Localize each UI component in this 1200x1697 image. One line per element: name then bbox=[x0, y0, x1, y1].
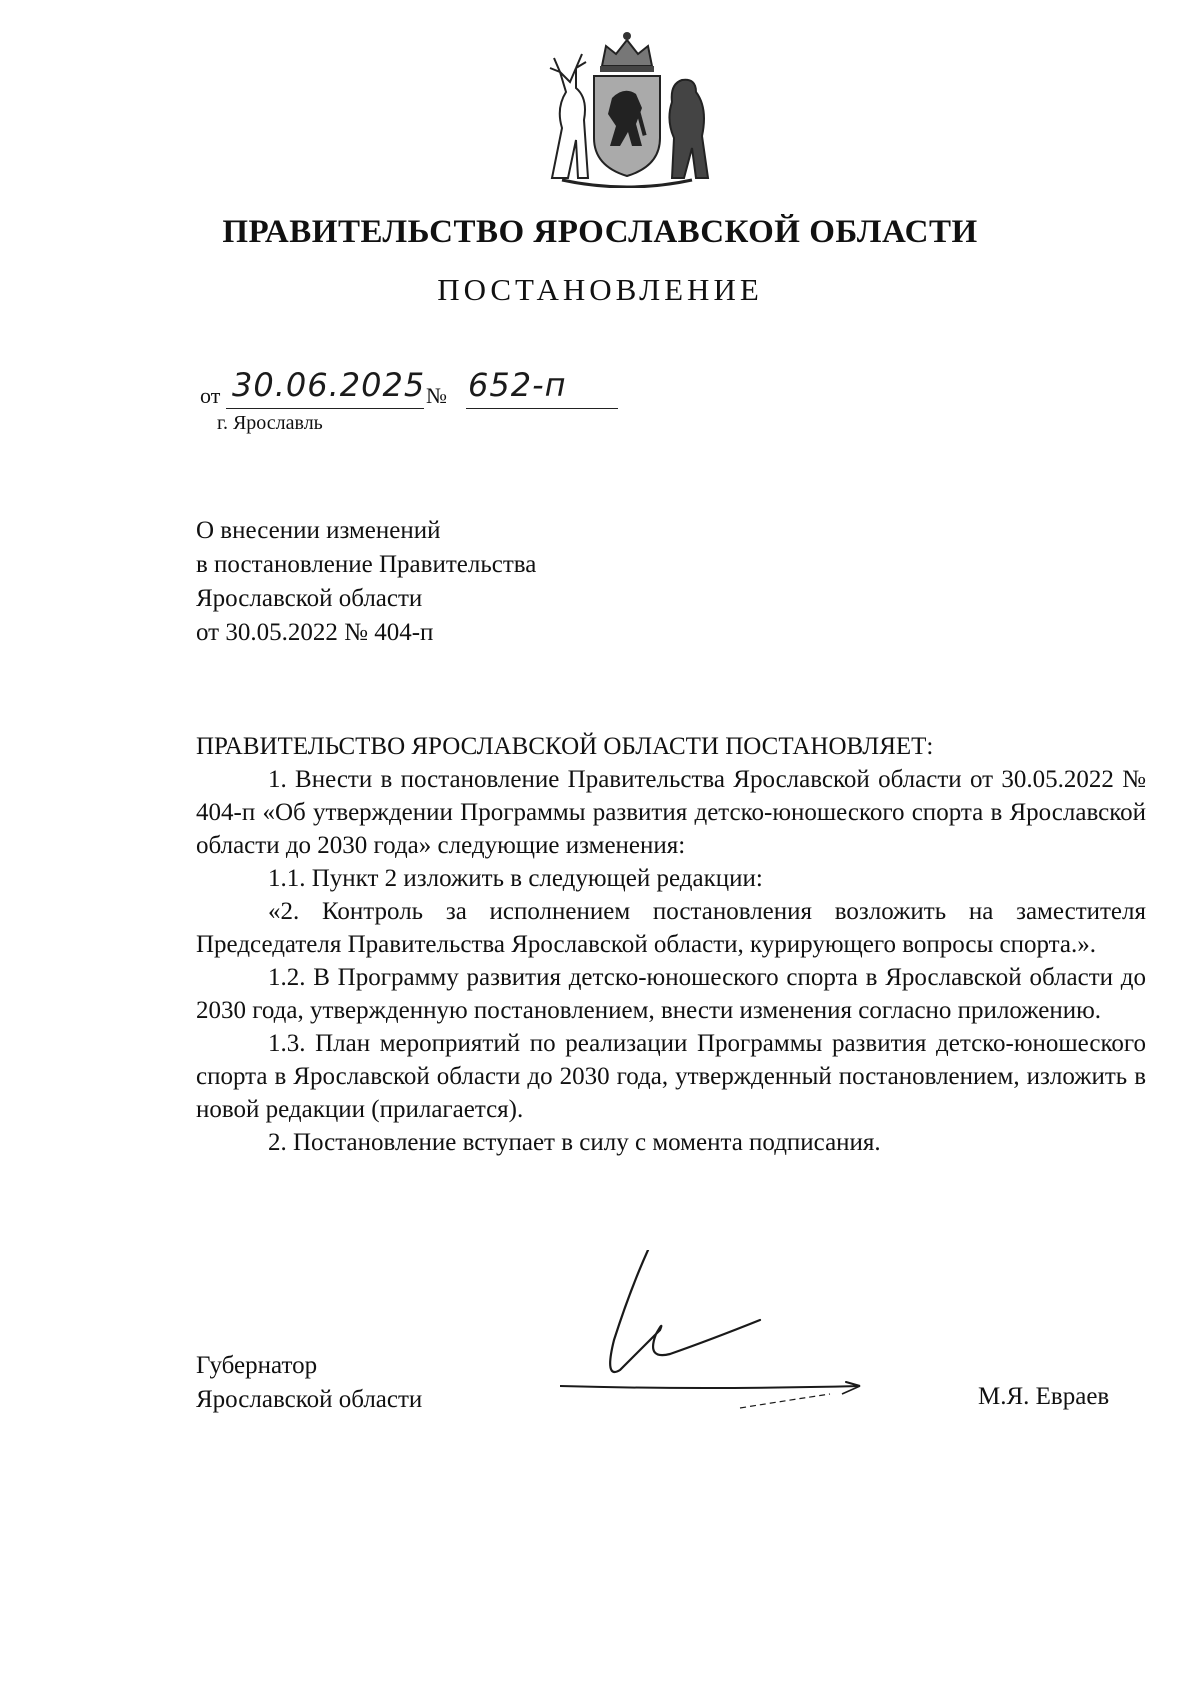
signatory-name: М.Я. Евраев bbox=[978, 1383, 1110, 1410]
position-line: Ярославской области bbox=[196, 1386, 423, 1413]
issue-city: г. Ярославль bbox=[217, 412, 323, 434]
number-underline bbox=[466, 408, 618, 409]
body-paragraph: 1.2. В Программу развития детско-юношеского спорта в Ярославской области до 2030 года, утвержденную постановлением, внести изменения согласно приложению. bbox=[196, 964, 1146, 1024]
number-label: № bbox=[426, 383, 447, 408]
coat-of-arms-icon bbox=[532, 28, 722, 188]
body-paragraph: 2. Постановление вступает в силу с момента подписания. bbox=[268, 1129, 881, 1156]
body-paragraph: 1.1. Пункт 2 изложить в следующей редакции: bbox=[268, 865, 763, 892]
document-type: ПОСТАНОВЛЕНИЕ bbox=[437, 272, 763, 307]
resolution-lead: ПРАВИТЕЛЬСТВО ЯРОСЛАВСКОЙ ОБЛАСТИ ПОСТАНОВЛЯЕТ: bbox=[196, 733, 934, 760]
registration-line bbox=[200, 366, 620, 412]
body-paragraph: 1.3. План мероприятий по реализации Программы развития детско-юношеского спорта в Ярославской области до 2030 года, утвержденный постановлением, изложить в новой редакции (прилагается). bbox=[196, 1030, 1146, 1123]
signatory-position bbox=[196, 1349, 422, 1417]
document-number: 652-п bbox=[468, 366, 567, 404]
body-paragraph: «2. Контроль за исполнением постановления возложить на заместителя Председателя Правительства Ярославской области, курирующего вопросы спорта.». bbox=[196, 898, 1146, 958]
date-underline bbox=[226, 408, 424, 409]
subject-line: О внесении изменений bbox=[196, 517, 441, 544]
subject-line: от 30.05.2022 № 404-п bbox=[196, 619, 434, 646]
subject-line: в постановление Правительства bbox=[196, 551, 537, 578]
organization-title: ПРАВИТЕЛЬСТВО ЯРОСЛАВСКОЙ ОБЛАСТИ bbox=[222, 214, 978, 250]
document-subject bbox=[196, 514, 536, 650]
date-label: от bbox=[200, 383, 221, 408]
document-date: 30.06.2025 bbox=[232, 366, 426, 404]
subject-line: Ярославской области bbox=[196, 585, 423, 612]
body-paragraph: 1. Внести в постановление Правительства Ярославской области от 30.05.2022 № 404-п «Об утверждении Программы развития детско-юношеского спорта в Ярославской области до 2030 года» следующие изменения: bbox=[196, 766, 1146, 859]
position-line: Губернатор bbox=[196, 1352, 318, 1379]
handwritten-signature-icon bbox=[560, 1250, 920, 1420]
document-body bbox=[196, 730, 1146, 1159]
